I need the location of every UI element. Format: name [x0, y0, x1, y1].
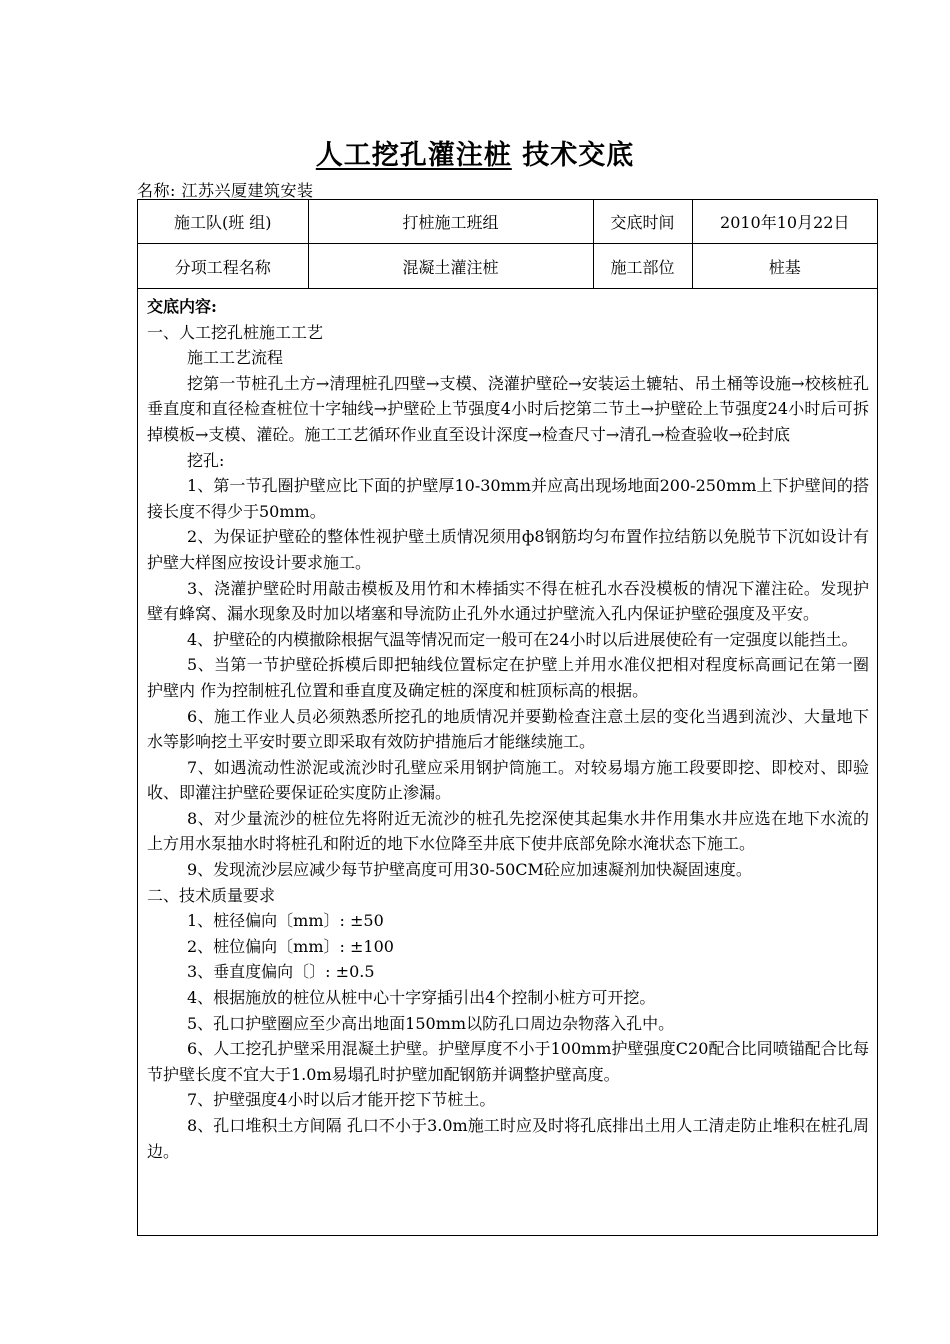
subproject-value: 混凝土灌注桩	[308, 244, 593, 289]
date-label: 交底时间	[593, 200, 692, 244]
location-value: 桩基	[692, 244, 877, 289]
content-label: 交底内容:	[147, 297, 217, 316]
content-paragraph: 1、桩径偏向〔mm〕: ±50	[187, 911, 384, 931]
content-paragraph: 6、人工挖孔护壁采用混凝土护壁。护壁厚度不小于100mm护壁强度C20配合比同喷锚配合比每节护壁长度不宜大于1.0m易塌孔时护壁加配钢筋并调整护壁高度。	[147, 1039, 869, 1084]
title-underlined: 人工挖孔灌注桩	[315, 140, 512, 171]
header-table	[138, 200, 877, 289]
content-paragraph: 9、发现流沙层应减少每节护壁高度可用30-50CM砼应加速凝剂加快凝固速度。	[187, 860, 752, 880]
content-paragraph: 2、桩位偏向〔mm〕: ±100	[187, 936, 394, 956]
document-title	[0, 133, 950, 172]
project-name	[137, 178, 314, 201]
content-paragraph: 3、浇灌护壁砼时用敲击模板及用竹和木棒插实不得在桩孔水吞没模板的情况下灌注砼。发现护壁有蜂窝、漏水现象及时加以堵塞和导流防止孔外水通过护壁流入孔内保证护壁砼强度及平安。	[147, 578, 869, 624]
disclosure-form	[137, 199, 878, 1236]
content-paragraph: 3、垂直度偏向〔〕: ±0.5	[187, 962, 375, 982]
content-paragraph: 挖孔:	[187, 450, 225, 470]
content-paragraph: 施工工艺流程	[187, 348, 284, 368]
content-paragraph: 8、对少量流沙的桩位先将附近无流沙的桩孔先挖深使其起集水井作用集水井应选在地下水流的上方用水泵抽水时将桩孔和附近的地下水位降至井底下使井底部免除水淹状态下施工。	[147, 808, 869, 854]
content-paragraphs	[147, 320, 869, 1165]
location-label: 施工部位	[593, 244, 692, 289]
content-paragraph: 一、人工挖孔桩施工工艺	[147, 322, 324, 342]
content-paragraph: 5、孔口护壁圈应至少高出地面150mm以防孔口周边杂物落入孔中。	[187, 1013, 675, 1033]
header-row	[138, 244, 877, 289]
name-label: 名称:	[137, 181, 176, 200]
content-paragraph: 2、为保证护壁砼的整体性视护壁土质情况须用ф8钢筋均匀布置作拉结筋以免脱节下沉如设计有护壁大样图应按设计要求施工。	[147, 527, 869, 572]
content-paragraph: 7、护壁强度4小时以后才能开挖下节桩土。	[187, 1090, 496, 1110]
name-value: 江苏兴厦建筑安装	[181, 181, 314, 200]
content-paragraph: 4、根据施放的桩位从桩中心十字穿插引出4个控制小桩方可开挖。	[187, 988, 656, 1008]
title-rest: 技术交底	[522, 140, 635, 171]
content-paragraph: 7、如遇流动性淤泥或流沙时孔壁应采用钢护筒施工。对较易塌方施工段要即挖、即校对、即验收、即灌注护壁砼要保证砼实度防止渗漏。	[147, 757, 869, 803]
content-paragraph: 4、护壁砼的内模撤除根据气温等情况而定一般可在24小时以后进展使砼有一定强度以能挡土。	[187, 629, 858, 649]
date-value: 2010年10月22日	[692, 200, 877, 244]
header-row	[138, 200, 877, 244]
content-paragraph: 1、第一节孔圈护壁应比下面的护壁厚10-30mm并应高出现场地面200-250mm上下护壁间的搭接长度不得少于50mm。	[147, 476, 869, 521]
content-paragraph: 挖第一节桩孔土方→清理桩孔四壁→支模、浇灌护壁砼→安装运土辘轱、吊土桶等设施→校核桩孔垂直度和直径检查桩位十字轴线→护壁砼上节强度4小时后挖第二节土→护壁砼上节强度24小时后可拆掉模板→支模、灌砼。施工工艺循环作业直至设计深度→检查尺寸→清孔→检查验收→砼封底	[147, 373, 869, 444]
content-paragraph: 6、施工作业人员必须熟悉所挖孔的地质情况并要勤检查注意土层的变化当遇到流沙、大量地下水等影响挖土平安时要立即采取有效防护措施后才能继续施工。	[147, 706, 869, 752]
content-paragraph: 二、技术质量要求	[147, 885, 276, 905]
subproject-label: 分项工程名称	[138, 244, 308, 289]
content-paragraph: 8、孔口堆积土方间隔 孔口不小于3.0m施工时应及时将孔底排出土用人工清走防止堆积在桩孔周边。	[147, 1116, 869, 1161]
team-label: 施工队(班 组)	[138, 200, 308, 244]
disclosure-content	[147, 294, 869, 1164]
content-paragraph: 5、当第一节护壁砼拆模后即把轴线位置标定在护壁上并用水准仪把相对程度标高画记在第一圈护壁内 作为控制桩孔位置和垂直度及确定桩的深度和桩顶标高的根据。	[147, 655, 869, 700]
team-value: 打桩施工班组	[308, 200, 593, 244]
